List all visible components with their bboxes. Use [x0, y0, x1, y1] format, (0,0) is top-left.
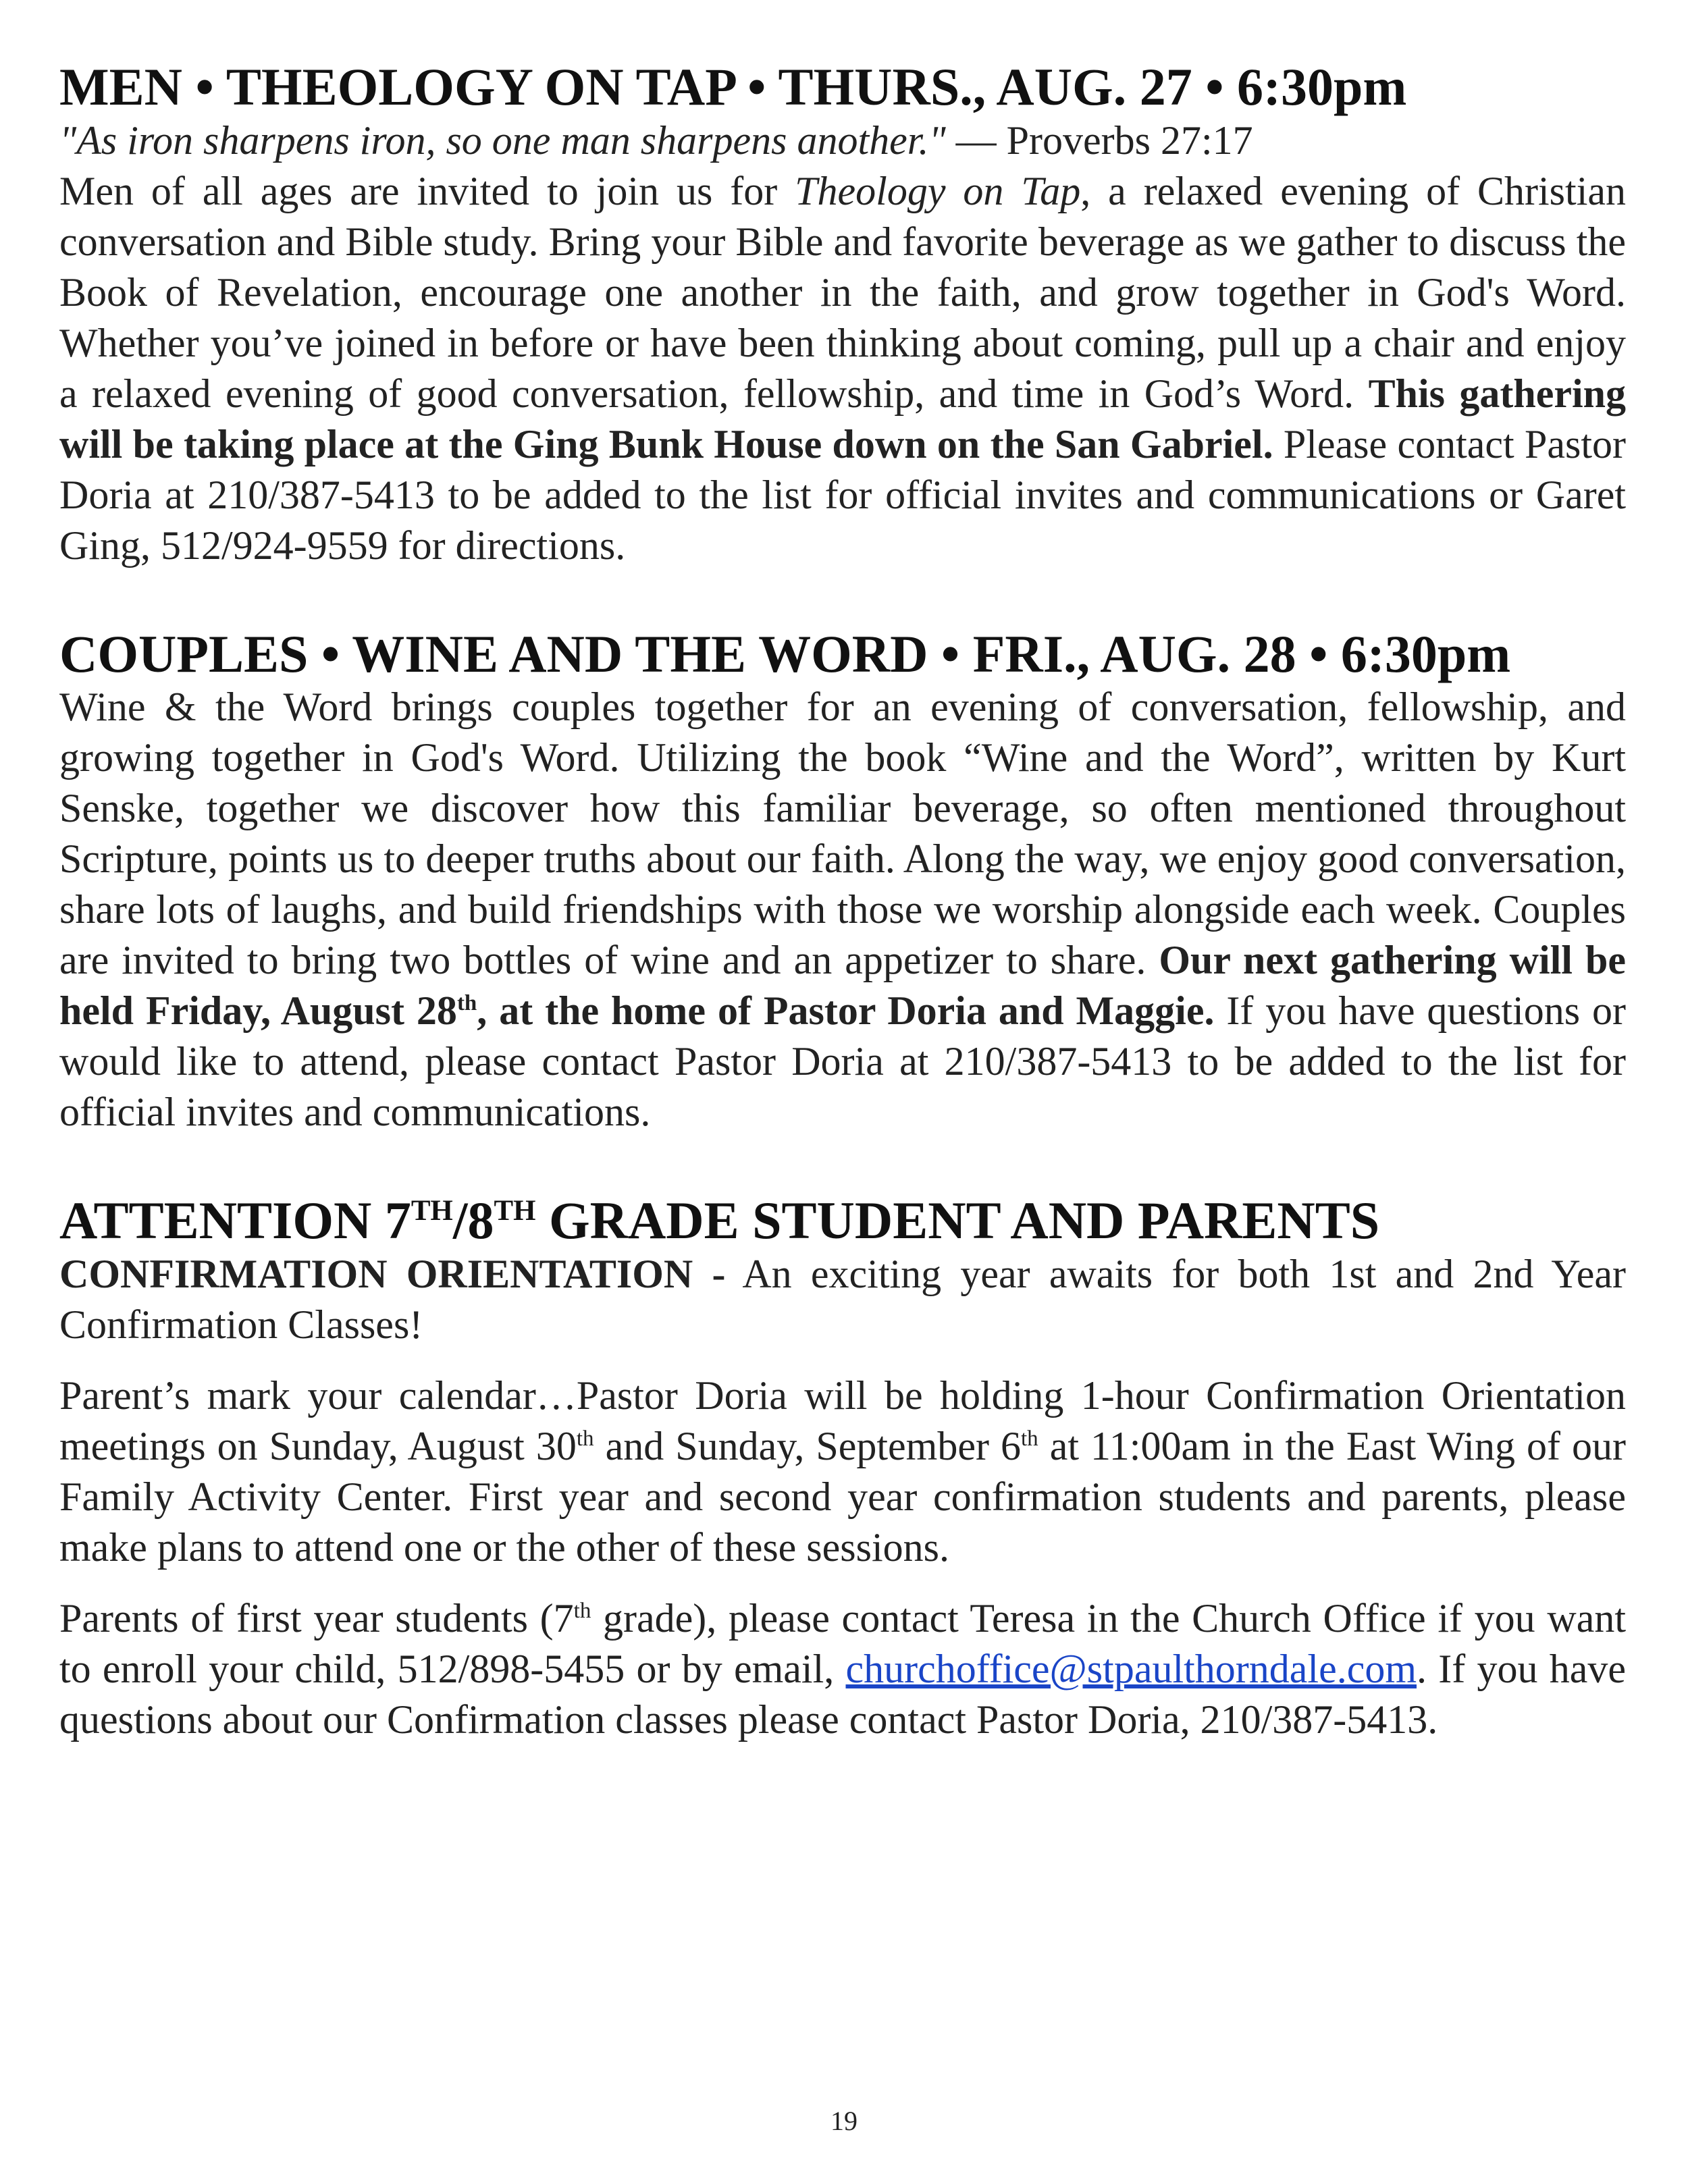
- heading-text-2: /8: [452, 1191, 494, 1250]
- men-section: [59, 59, 1626, 571]
- confirmation-intro-text: An exciting year awaits for both 1st and 2nd Year Confirmation Classes!: [59, 1252, 1626, 1348]
- men-quote-line: [59, 115, 1626, 166]
- spacer: [59, 571, 1626, 627]
- confirmation-enroll-paragraph: [59, 1593, 1626, 1745]
- couples-bold-text-2: , at the home of Pastor Doria and Maggie.: [477, 988, 1215, 1034]
- p2-sup-2: th: [1021, 1427, 1038, 1451]
- confirmation-orientation-paragraph: [59, 1370, 1626, 1573]
- confirmation-heading: [59, 1193, 1626, 1249]
- heading-text-1: ATTENTION 7: [59, 1191, 411, 1250]
- couples-bold-text-1: Our next gathering will be held Friday, August 28: [59, 938, 1626, 1034]
- spacer: [59, 1138, 1626, 1193]
- men-quote: "As iron sharpens iron, so one man sharpens another.": [59, 117, 946, 163]
- confirmation-section: [59, 1193, 1626, 1745]
- heading-sup-2: TH: [494, 1195, 536, 1227]
- p3-text-1: Parents of first year students (7: [59, 1596, 574, 1641]
- men-body-italic: Theology on Tap: [795, 168, 1081, 213]
- bulletin-page: [59, 59, 1626, 1745]
- confirmation-intro: [59, 1249, 1626, 1350]
- p2-text-1: Parent’s mark your calendar…Pastor Doria will be holding 1-hour Confirmation Orientation meetings on Sunday, August 30: [59, 1373, 1626, 1469]
- heading-sup-1: TH: [411, 1195, 453, 1227]
- confirmation-subhead: CONFIRMATION ORIENTATION -: [59, 1252, 726, 1297]
- couples-bold-sup: th: [456, 991, 477, 1016]
- men-body-bold: This gathering will be taking place at the Ging Bunk House down on the San Gabriel.: [59, 371, 1627, 467]
- couples-section: [59, 624, 1627, 1138]
- men-heading: MEN • THEOLOGY ON TAP • THURS., AUG. 27 • 6:30pm: [59, 57, 1407, 116]
- p3-sup: th: [573, 1599, 591, 1624]
- p3-text-2: grade), please contact Teresa in the Church Office if you want to enroll your child, 512/898-5455 or by email,: [59, 1596, 1626, 1692]
- men-body-text-3: Please contact Pastor Doria at 210/387-5413 to be added to the list for official invites and communications or Garet Ging, 512/924-9559 for directions.: [59, 421, 1626, 568]
- heading-text-3: GRADE STUDENT AND PARENTS: [535, 1191, 1380, 1250]
- spacer: [59, 1350, 1626, 1370]
- p2-text-2: and Sunday, September 6: [594, 1424, 1021, 1469]
- men-body-text-2: , a relaxed evening of Christian conversation and Bible study. Bring your Bible and favorite beverage as we gather to discuss the Book of Revelation, encourage one another in the faith, and grow together in God's Word. Whether you’ve joined in before or have been thinking about coming, pull up a chair and enjoy a relaxed evening of good conversation, fellowship, and time in God’s Word.: [59, 168, 1627, 416]
- p2-text-3: at 11:00am in the East Wing of our Family Activity Center. First year and second year confirmation students and parents, please make plans to attend one or the other of these sessions.: [59, 1424, 1626, 1570]
- spacer: [59, 1573, 1626, 1593]
- p2-sup-1: th: [576, 1427, 594, 1451]
- p3-text-3: . If you have questions about our Confirmation classes please contact Pastor Doria, 210/387-5413.: [59, 1647, 1626, 1742]
- men-quote-source: — Proverbs 27:17: [945, 117, 1253, 163]
- church-office-email-link[interactable]: churchoffice@stpaulthorndale.com: [845, 1647, 1417, 1692]
- couples-body-text-2: If you have questions or would like to attend, please contact Pastor Doria at 210/387-5413 to be added to the list for official invites and communications.: [59, 988, 1627, 1135]
- men-body-text-1: Men of all ages are invited to join us for: [59, 168, 795, 213]
- men-body: [59, 166, 1626, 571]
- couples-body-text-1: Wine & the Word brings couples together for an evening of conversation, fellowship, and growing together in God's Word. Utilizing the book “Wine and the Word”, written by Kurt Senske, together we discover how this familiar beverage, so often mentioned throughout Scripture, points us to deeper truths about our faith. Along the way, we enjoy good conversation, share lots of laughs, and build friendships with those we worship alongside each week. Couples are invited to bring two bottles of wine and an appetizer to share.: [59, 685, 1626, 983]
- page-number: 19: [830, 2106, 858, 2136]
- couples-heading: COUPLES • WINE AND THE WORD • FRI., AUG. 28 • 6:30pm: [59, 624, 1511, 683]
- couples-body: [59, 682, 1626, 1138]
